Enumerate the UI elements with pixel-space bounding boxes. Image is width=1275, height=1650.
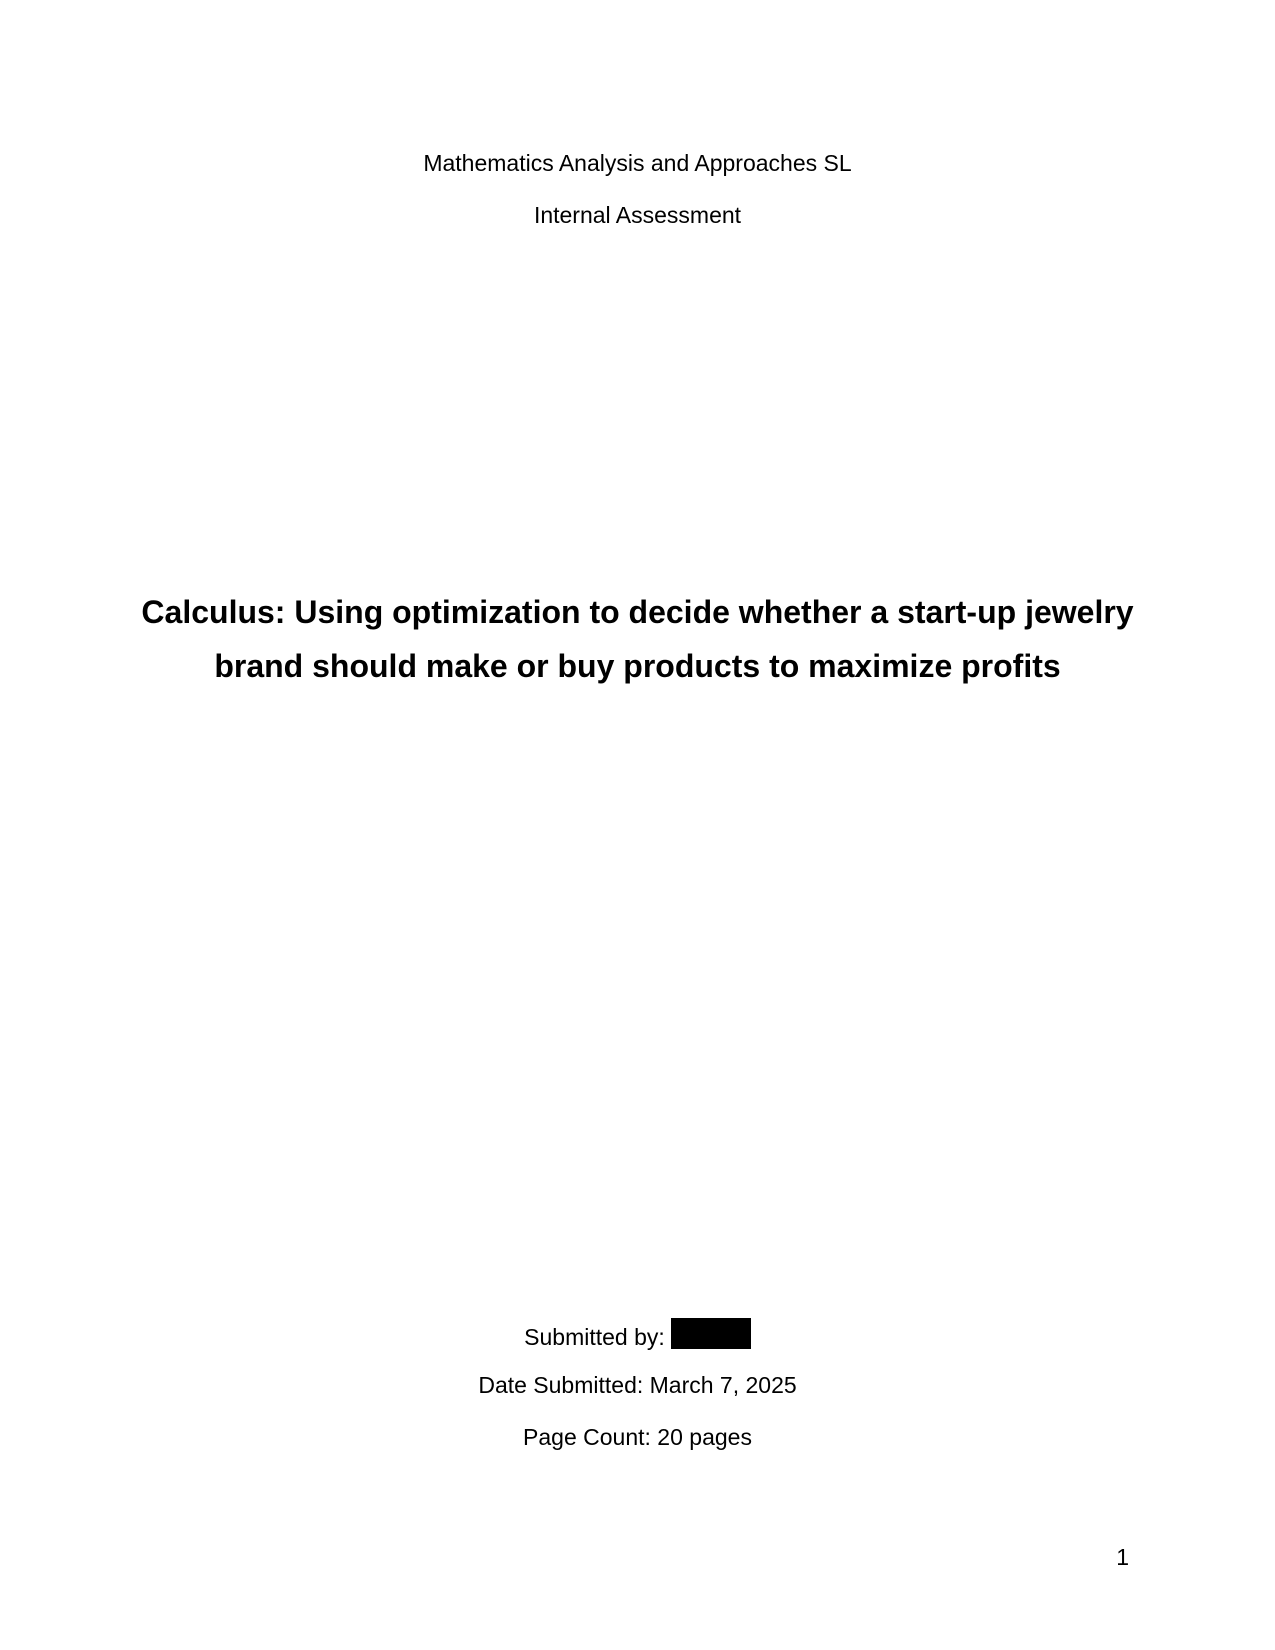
- document-title-line-2: brand should make or buy products to maximize profits: [214, 648, 1061, 684]
- page-number: 1: [1116, 1544, 1129, 1570]
- assessment-type: Internal Assessment: [533, 202, 742, 228]
- page-count: Page Count: 20 pages: [523, 1424, 752, 1450]
- document-title: [100, 585, 1175, 693]
- submitted-by: [0, 1318, 1275, 1352]
- date-submitted: Date Submitted: March 7, 2025: [478, 1372, 797, 1398]
- submitted-by-label: Submitted by:: [524, 1324, 665, 1350]
- document-title-line-1: Calculus: Using optimization to decide whether a start-up jewelry: [141, 594, 1134, 630]
- course-title: Mathematics Analysis and Approaches SL: [423, 150, 852, 176]
- redacted-name-block: [671, 1318, 751, 1349]
